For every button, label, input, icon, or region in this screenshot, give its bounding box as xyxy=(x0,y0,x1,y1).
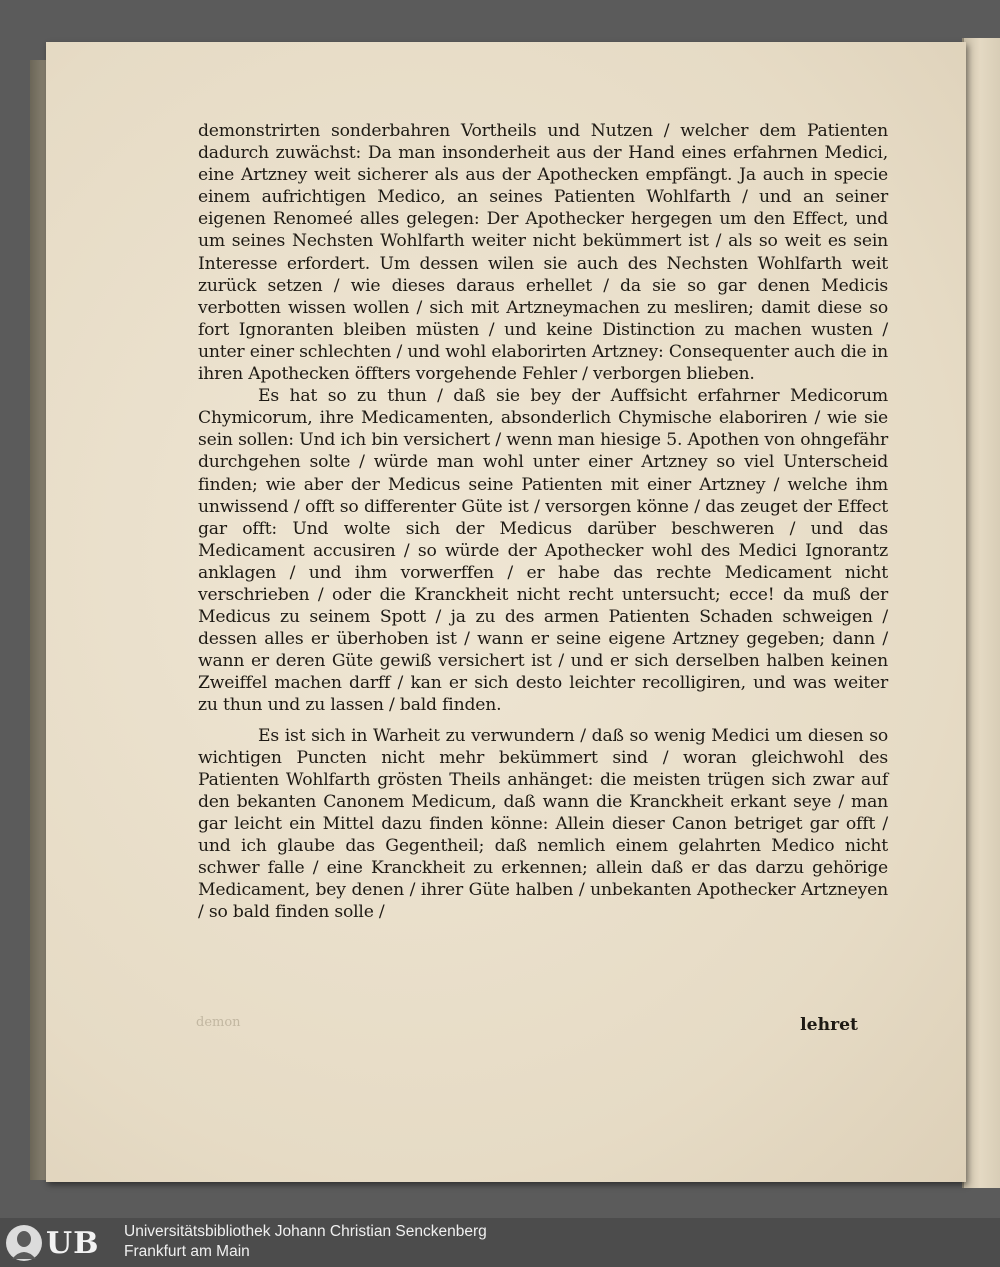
institution-city: Frankfurt am Main xyxy=(124,1243,250,1260)
page-text xyxy=(198,120,888,923)
bleed-through-text: demon xyxy=(196,1015,241,1030)
logo-text: UB xyxy=(46,1225,100,1261)
library-logo[interactable] xyxy=(6,1224,116,1262)
catchword: lehret xyxy=(800,1015,858,1035)
library-footer xyxy=(0,1218,1000,1267)
paragraph-2: Es hat so zu thun / daß sie bey der Auffsicht erfahrner Medicorum Chymicorum, ihre Medicamenten, absonderlich Chymische elaboriren / wie sie sein sollen: Und ich bin versichert / wenn man hiesige 5. Apothen von ohngefähr durchgehen solte / würde man wohl unter einer Artzney so viel Unterscheid finden; wie aber der Medicus seine Patienten mit einer Artzney / welche ihm unwissend / offt so differenter Güte ist / versorgen könne / das zeuget der Effect gar offt: Und wolte sich der Medicus darüber beschweren / und das Medicament accusiren / so würde der Apothecker wohl des Medici Ignorantz anklagen / und ihm vorwerffen / er habe das rechte Medicament nicht verschrieben / oder die Kranckheit nicht recht untersucht; ecce! da muß der Medicus zu seinem Spott / ja zu des armen Patienten Schaden schweigen / dessen alles er überhoben ist / wann er seine eigene Artzney gegeben; dann / wann er deren Güte gewiß versichert ist / und er sich derselben halben keinen Zweiffel machen darff / kan er sich desto leichter recolligiren, und was weiter zu thun und zu lassen / bald finden. xyxy=(198,386,888,716)
portrait-icon xyxy=(6,1225,42,1261)
facing-page-edge xyxy=(962,38,1000,1188)
institution-name: Universitätsbibliothek Johann Christian Senckenberg xyxy=(124,1223,487,1240)
paragraph-3: Es ist sich in Warheit zu verwundern / daß so wenig Medici um diesen so wichtigen Puncten nicht mehr bekümmert sind / woran gleichwohl des Patienten Wohlfarth grösten Theils anhänget: die meisten trügen sich zwar auf den bekanten Canonem Medicum, daß wann die Kranckheit erkant seye / man gar leicht ein Mittel dazu finden könne: Allein dieser Canon betriget gar offt / und ich glaube das Gegentheil; daß nemlich einem gelahrten Medico nicht schwer falle / eine Kranckheit zu erkennen; allein daß er das darzu gehörige Medicament, bey denen / ihrer Güte halben / unbekanten Apothecker Artzneyen / so bald finden solle / xyxy=(198,725,888,923)
paragraph-1: demonstrirten sonderbahren Vortheils und Nutzen / welcher dem Patienten dadurch zuwächst: Da man insonderheit aus der Hand eines erfahrnen Medici, eine Artzney weit sicherer als aus der Apothecken empfängt. Ja auch in specie einem aufrichtigen Medico, an seines Patienten Wohlfarth / und an seiner eigenen Renomeé alles gelegen: Der Apothecker hergegen um den Effect, und um seines Nechsten Wohlfarth weiter nicht bekümmert ist / als so weit es sein Interesse erfordert. Um dessen wilen sie auch des Nechsten Wohlfarth weit zurück setzen / wie dieses daraus erhellet / da sie so gar denen Medicis verbotten wissen wollen / sich mit Artzneymachen zu mesliren; damit diese so fort Ignoranten bleiben müsten / und keine Distinction zu machen wusten / unter einer schlechten / und wohl elaborirten Artzney: Consequenter auch die in ihren Apothecken öffters vorgehende Fehler / verborgen blieben. xyxy=(198,121,888,385)
